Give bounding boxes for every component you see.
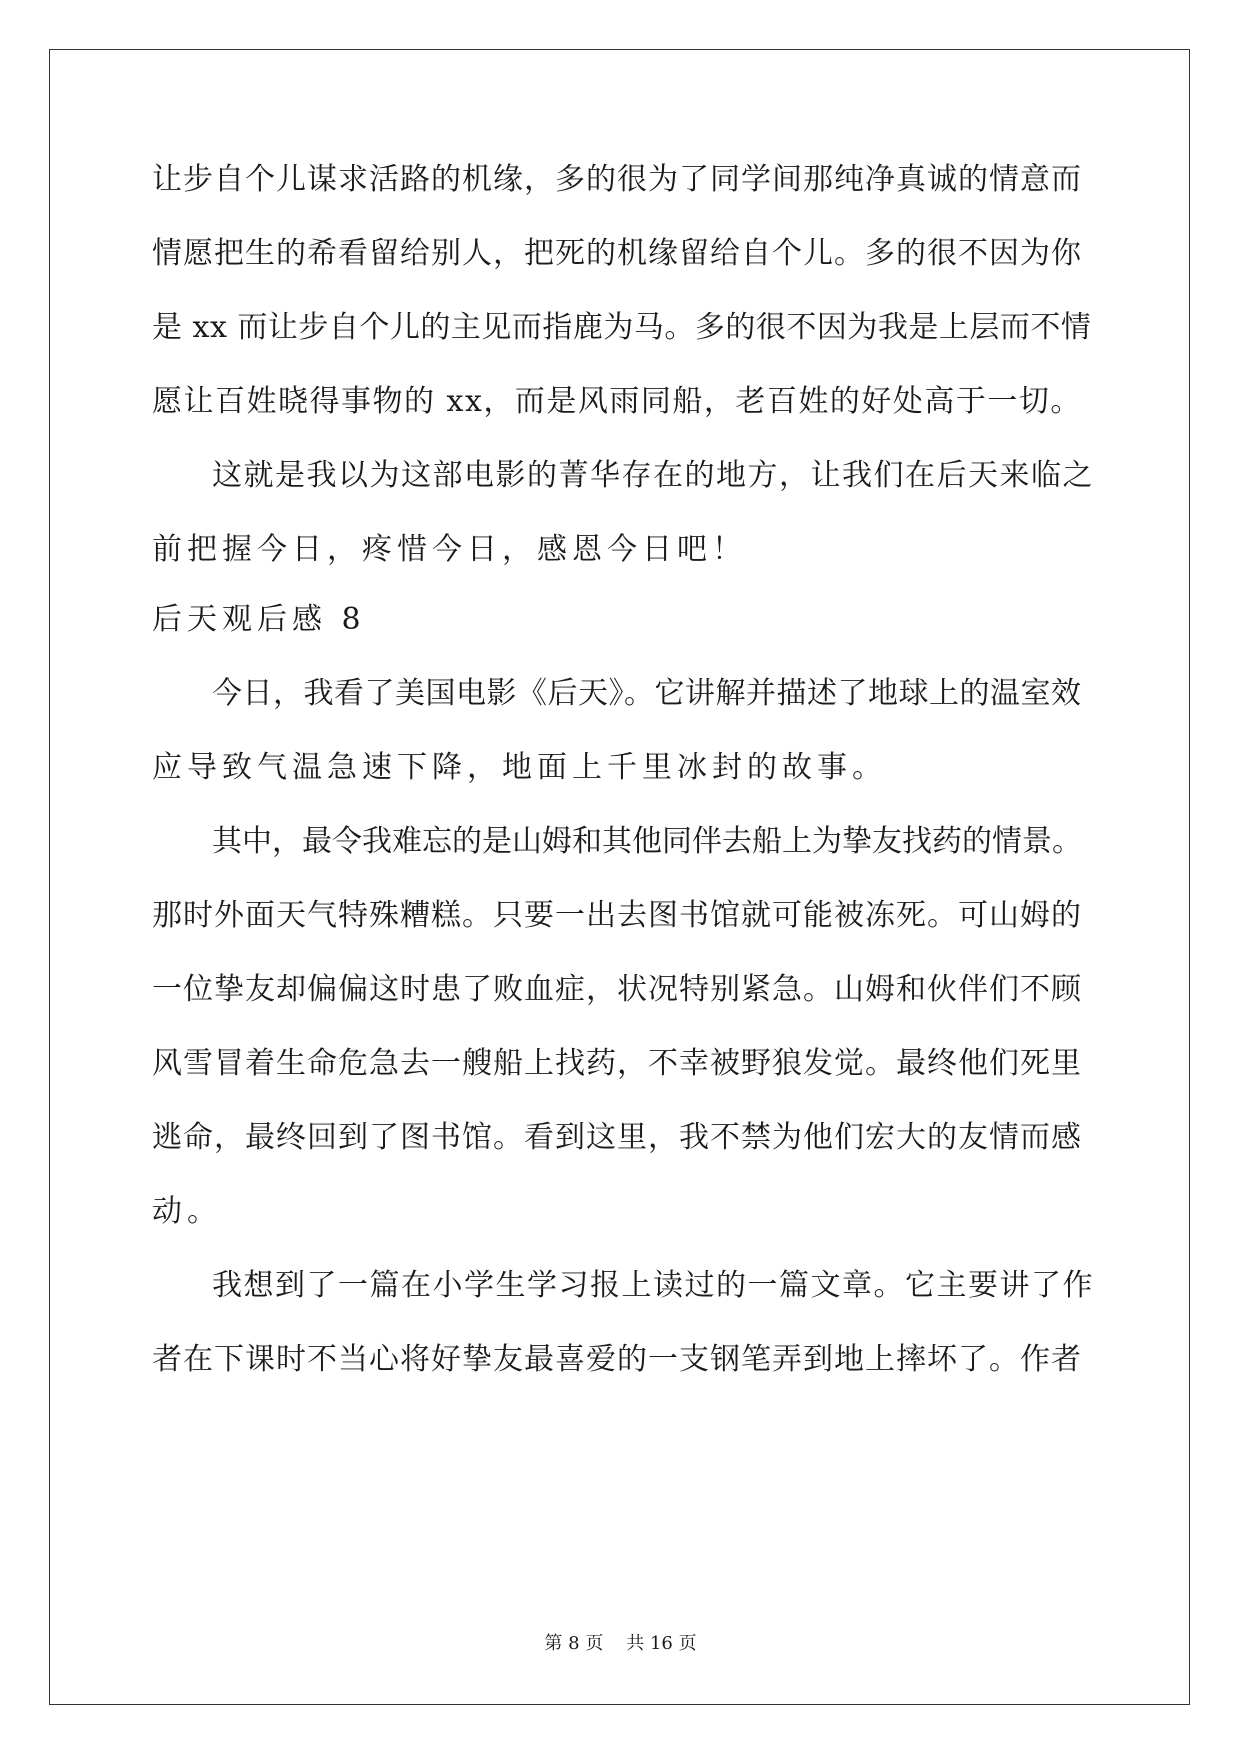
page-border bbox=[49, 49, 1190, 1705]
text-line: 逃命，最终回到了图书馆。看到这里，我不禁为他们宏大的友情而感 bbox=[152, 1120, 1082, 1155]
text-line: 风雪冒着生命危急去一艘船上找药，不幸被野狼发觉。最终他们死里 bbox=[152, 1046, 1082, 1081]
text-line: 应导致气温急速下降，地面上千里冰封的故事。 bbox=[152, 750, 887, 785]
text-line: 让步自个儿谋求活路的机缘，多的很为了同学间那纯净真诚的情意而 bbox=[152, 162, 1082, 197]
page-footer bbox=[0, 1632, 1241, 1656]
paragraph-first-line: 其中，最令我难忘的是山姆和其他同伴去船上为挚友找药的情景。 bbox=[212, 824, 1082, 859]
text-line: 情愿把生的希看留给别人，把死的机缘留给自个儿。多的很不因为你 bbox=[152, 236, 1082, 271]
text-line: 那时外面天气特殊糟糕。只要一出去图书馆就可能被冻死。可山姆的 bbox=[152, 898, 1082, 933]
text-line: 动。 bbox=[152, 1194, 222, 1229]
paragraph-first-line: 今日，我看了美国电影《后天》。它讲解并描述了地球上的温室效 bbox=[212, 676, 1082, 711]
text-line: 前把握今日，疼惜今日，感恩今日吧！ bbox=[152, 532, 747, 567]
page-total: 共 16 页 bbox=[626, 1633, 697, 1654]
paragraph-first-line: 我想到了一篇在小学生学习报上读过的一篇文章。它主要讲了作 bbox=[212, 1268, 1094, 1303]
text-line: 愿让百姓晓得事物的 xx，而是风雨同船，老百姓的好处高于一切。 bbox=[152, 384, 1082, 419]
text-line: 一位挚友却偏偏这时患了败血症，状况特别紧急。山姆和伙伴们不顾 bbox=[152, 972, 1082, 1007]
section-heading: 后天观后感 8 bbox=[152, 602, 366, 637]
page-number: 第 8 页 bbox=[544, 1633, 604, 1654]
paragraph-first-line: 这就是我以为这部电影的菁华存在的地方，让我们在后天来临之 bbox=[212, 458, 1094, 493]
text-line: 是 xx 而让步自个儿的主见而指鹿为马。多的很不因为我是上层而不情 bbox=[152, 310, 1092, 345]
text-line: 者在下课时不当心将好挚友最喜爱的一支钢笔弄到地上摔坏了。作者 bbox=[152, 1342, 1082, 1377]
